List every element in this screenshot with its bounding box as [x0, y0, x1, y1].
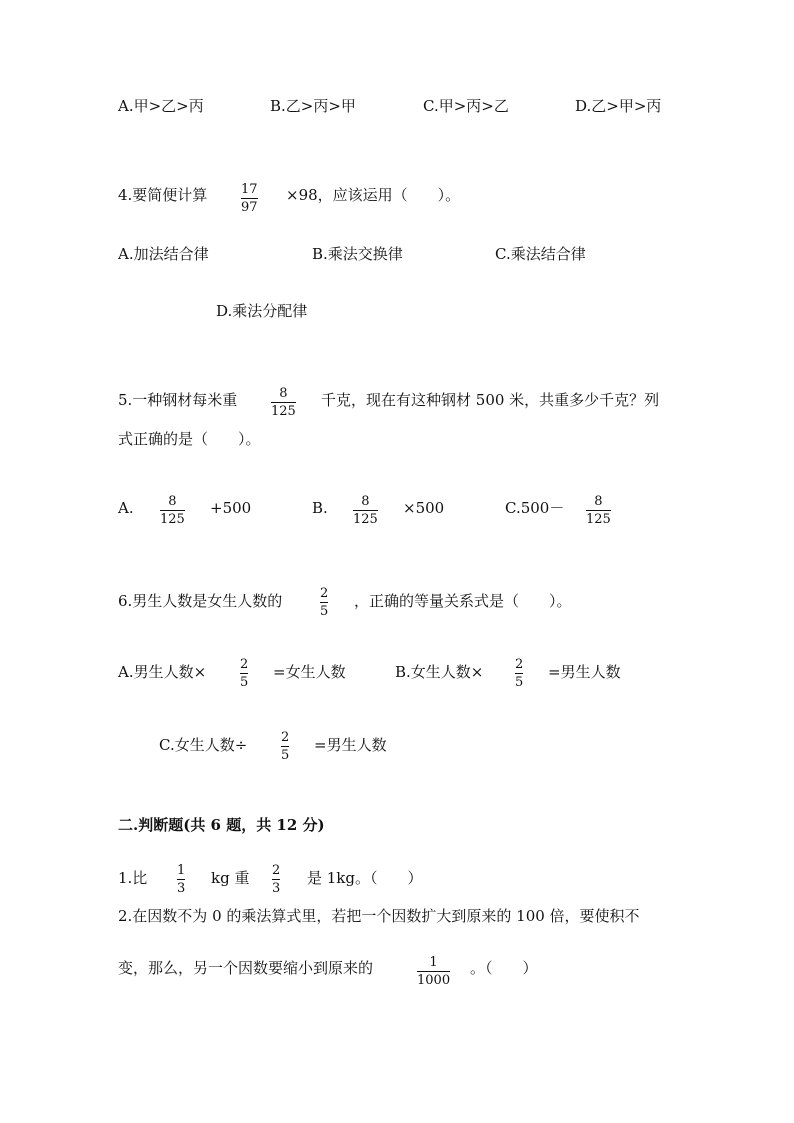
q5-fraction-denominator: 125 [271, 404, 296, 419]
q5-stem-line2: 式正确的是（ ）。 [118, 430, 261, 448]
q5-stem-suffix: 千克，现在有这种钢材 500 米，共重多少千克？列 [321, 391, 660, 409]
q4-option-a: A.加法结合律 [118, 245, 209, 263]
fraction-bar [281, 746, 289, 747]
q6-fraction-numerator: 2 [320, 586, 329, 601]
q6-option-a-prefix: A.男生人数× [118, 663, 207, 681]
fraction-denominator: 125 [160, 512, 185, 527]
q6-option-b-fraction [515, 657, 523, 690]
fraction-numerator: 2 [272, 863, 281, 878]
j2-fraction [417, 955, 450, 988]
q5-stem-prefix: 5.一种钢材每米重 [118, 391, 238, 409]
q6-option-b-suffix: =男生人数 [548, 663, 621, 681]
q4-option-d: D.乘法分配律 [216, 302, 308, 320]
q6-fraction [320, 586, 328, 619]
q4-fraction-denominator: 97 [241, 200, 258, 215]
q5-fraction [271, 386, 296, 419]
fraction-numerator: 1 [177, 863, 186, 878]
fraction-numerator: 8 [168, 494, 177, 509]
q6-stem-prefix: 6.男生人数是女生人数的 [118, 592, 283, 610]
fraction-denominator: 125 [353, 512, 378, 527]
q3-option-d: D.乙>甲>丙 [575, 97, 662, 115]
fraction-bar [586, 510, 611, 511]
q6-option-c-prefix: C.女生人数÷ [159, 736, 248, 754]
fraction-numerator: 2 [515, 657, 524, 672]
fraction-bar [353, 510, 378, 511]
fraction-bar [177, 879, 185, 880]
fraction-numerator: 8 [594, 494, 603, 509]
q3-option-b: B.乙>丙>甲 [270, 97, 356, 115]
j2-line2-suffix: 。（ ） [470, 959, 538, 977]
fraction-numerator: 1 [429, 955, 438, 970]
q5-option-c-label: C.500－ [505, 499, 565, 517]
q3-option-a: A.甲>乙>丙 [118, 97, 204, 115]
q6-stem-suffix: ，正确的等量关系式是（ ）。 [354, 592, 572, 610]
j1-prefix: 1.比 [118, 869, 148, 887]
q4-option-b: B.乘法交换律 [312, 245, 403, 263]
j1-mid: kg 重 [211, 869, 250, 887]
fraction-bar [271, 402, 296, 403]
j1-suffix: 是 1kg。（ ） [307, 869, 423, 887]
q5-option-a-suffix: +500 [210, 499, 252, 517]
q5-option-a-label: A. [118, 499, 134, 517]
q6-fraction-denominator: 5 [320, 604, 329, 619]
q4-fraction-numerator: 17 [241, 182, 258, 197]
q4-stem-suffix: ×98，应该运用（ ）。 [286, 186, 461, 204]
fraction-bar [241, 198, 258, 199]
q5-fraction-numerator: 8 [279, 386, 288, 401]
q5-option-a-fraction [160, 494, 185, 527]
q6-option-a-suffix: =女生人数 [273, 663, 346, 681]
fraction-denominator: 5 [240, 675, 249, 690]
q6-option-b-prefix: B.女生人数× [395, 663, 484, 681]
q6-option-c-fraction [281, 730, 289, 763]
section-title: 二.判断题(共 6 题，共 12 分) [118, 816, 325, 834]
fraction-denominator: 3 [272, 881, 281, 896]
j2-line2-prefix: 变，那么，另一个因数要缩小到原来的 [118, 959, 374, 977]
fraction-bar [417, 971, 450, 972]
q4-stem-prefix: 4.要简便计算 [118, 186, 208, 204]
j2-line1: 2.在因数不为 0 的乘法算式里，若把一个因数扩大到原来的 100 倍，要使积不 [118, 907, 640, 925]
fraction-numerator: 8 [361, 494, 370, 509]
fraction-bar [240, 673, 248, 674]
q5-option-c-fraction [586, 494, 611, 527]
fraction-numerator: 2 [240, 657, 249, 672]
q5-option-b-fraction [353, 494, 378, 527]
fraction-denominator: 1000 [417, 973, 451, 988]
q5-option-b-suffix: ×500 [403, 499, 445, 517]
fraction-denominator: 3 [177, 881, 186, 896]
q6-option-c-suffix: =男生人数 [314, 736, 387, 754]
q5-option-b-label: B. [312, 499, 328, 517]
fraction-bar [320, 602, 328, 603]
q3-option-c: C.甲>丙>乙 [423, 97, 509, 115]
fraction-bar [160, 510, 185, 511]
fraction-denominator: 5 [515, 675, 524, 690]
fraction-bar [272, 879, 280, 880]
j1-fraction-2 [272, 863, 280, 896]
fraction-denominator: 125 [586, 512, 611, 527]
q4-fraction [241, 182, 258, 215]
fraction-bar [515, 673, 523, 674]
q6-option-a-fraction [240, 657, 248, 690]
fraction-denominator: 5 [281, 748, 290, 763]
j1-fraction-1 [177, 863, 185, 896]
fraction-numerator: 2 [281, 730, 290, 745]
q4-option-c: C.乘法结合律 [495, 245, 586, 263]
